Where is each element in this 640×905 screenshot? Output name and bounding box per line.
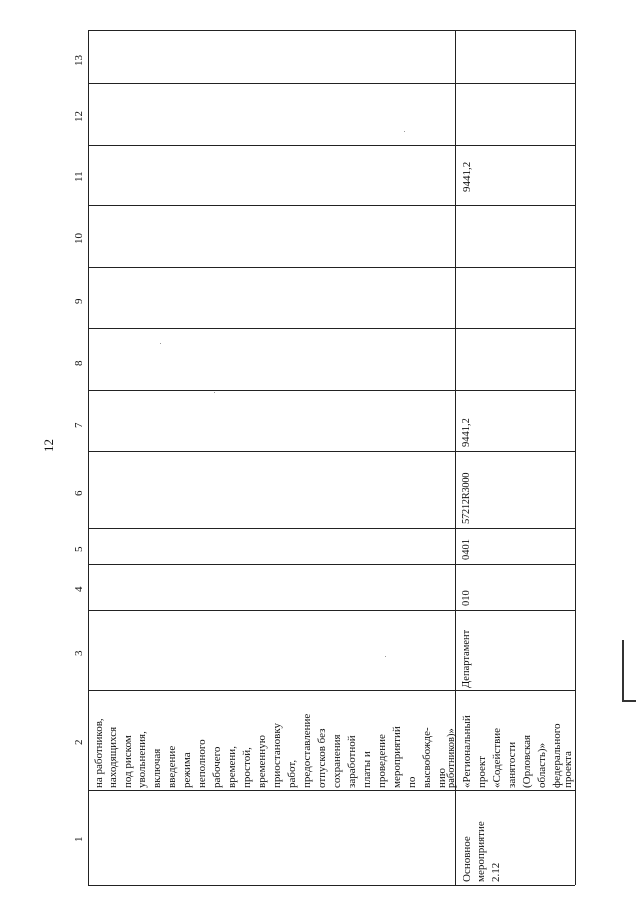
row-2-12-col1-line1: Основное [461,836,473,882]
header-col-1: 1 [73,836,85,842]
row-2-12-col2-line2: проект [476,756,488,788]
row-2-12-col2-line5: (Орловская [521,734,533,788]
header-col-12: 12 [73,111,85,122]
header-col-2: 2 [73,739,85,745]
scan-edge-mark [622,640,636,702]
page-number: 12 [41,439,56,452]
header-col-11: 11 [73,171,85,182]
row-2-12-col2-line7: федерального [551,723,563,788]
header-col-4: 4 [73,586,85,592]
header-col-5: 5 [73,546,85,552]
scan-speck [404,131,405,132]
row-2-12-col2-line6: область)» [536,742,548,788]
header-col-6: 6 [73,490,85,496]
header-col-3: 3 [73,650,85,656]
scan-speck [160,343,161,344]
row-2-12-col4: 010 [461,590,472,606]
row-2-12-col1-line2: мероприятие [475,821,487,882]
scan-speck [385,656,386,657]
row-2-12-col6: 57212R3000 [461,472,472,524]
row-2-12-col1-line3: 2.12 [490,862,502,882]
row-2-12-col5: 0401 [461,539,472,560]
row-2-12-col2-line8: проекта [562,751,574,788]
header-col-10: 10 [73,233,85,244]
header-col-8: 8 [73,360,85,366]
row-2-12-col7: 9441,2 [461,418,472,447]
header-col-7: 7 [73,422,85,428]
row-2-12-col11: 9441,2 [461,161,473,192]
scan-speck [214,392,215,393]
row-2-12-col2-line1: «Региональный [461,715,473,788]
header-col-13: 13 [73,55,85,66]
header-col-9: 9 [73,298,85,304]
row-2-12-col2-line3: «Содействие [491,727,503,788]
row-2-12-col2-line4: занятости [506,741,518,788]
row-2-12-col3: Департамент [461,629,472,688]
